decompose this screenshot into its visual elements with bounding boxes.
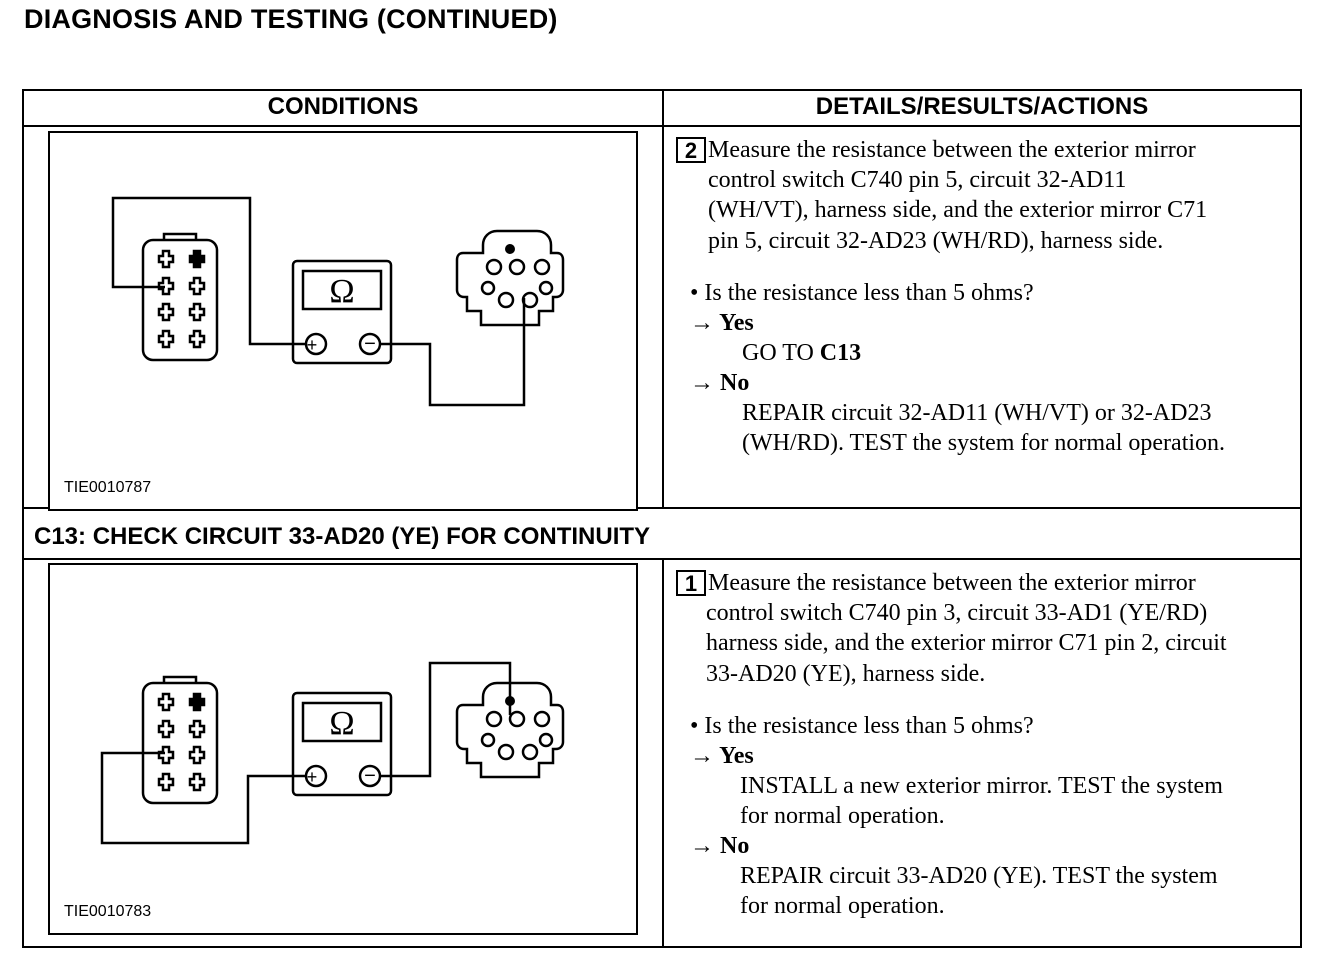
instruction-line: 33-AD20 (YE), harness side.	[706, 660, 986, 687]
no-action	[742, 398, 1225, 459]
switch-connector	[143, 683, 217, 803]
negative-sign: −	[364, 333, 376, 355]
instruction-line: control switch C740 pin 5, circuit 32-AD11	[708, 167, 1127, 193]
test-setup-diagram-1	[50, 133, 636, 509]
no-action-line: REPAIR circuit 33-AD20 (YE). TEST the system	[740, 863, 1218, 889]
procedure-table	[22, 89, 1302, 948]
positive-sign: +	[306, 335, 318, 355]
wiring-figure-1	[48, 131, 638, 511]
no-label: → No	[690, 370, 750, 396]
details-step-1	[674, 135, 1294, 505]
test-setup-diagram-2	[50, 565, 636, 933]
yes-action	[742, 338, 861, 368]
ohm-symbol: Ω	[329, 273, 355, 310]
no-action	[740, 861, 1218, 922]
yes-action	[740, 771, 1223, 832]
step-instruction-cont	[706, 598, 1227, 689]
switch-connector	[143, 240, 217, 360]
figure-code-2: TIE0010783	[64, 903, 152, 920]
section-title: C13: CHECK CIRCUIT 33-AD20 (YE) FOR CONTINUITY	[34, 523, 651, 550]
no-action-line: (WH/RD). TEST the system for normal operation.	[742, 430, 1226, 457]
instruction-line: pin 5, circuit 32-AD23 (WH/RD), harness side.	[708, 227, 1164, 254]
lead-wire-negative	[380, 298, 524, 405]
no-label: → No	[690, 833, 750, 859]
instruction-line: Measure the resistance between the exterior mirror	[708, 137, 1196, 163]
conditions-column-header: CONDITIONS	[267, 93, 419, 120]
step-instruction	[708, 568, 1196, 598]
step-number-badge: 1	[676, 570, 706, 596]
switch-pin-filled	[190, 694, 204, 710]
details-step-2	[674, 568, 1294, 938]
ohm-symbol: Ω	[329, 705, 355, 742]
mirror-connector-key	[505, 244, 515, 254]
page-title: DIAGNOSIS AND TESTING (CONTINUED)	[24, 4, 558, 34]
details-column-header: DETAILS/RESULTS/ACTIONS	[815, 93, 1149, 120]
no-action-line: REPAIR circuit 32-AD11 (WH/VT) or 32-AD23	[742, 400, 1212, 426]
yes-action-text: GO TO	[742, 340, 820, 366]
negative-sign: −	[364, 765, 376, 787]
wiring-figure-2	[48, 563, 638, 935]
question: • Is the resistance less than 5 ohms?	[690, 280, 1034, 306]
lead-wire-negative	[380, 663, 510, 776]
instruction-line: control switch C740 pin 3, circuit 33-AD1 (YE/RD)	[706, 600, 1208, 626]
positive-sign: +	[306, 767, 318, 787]
switch-pin-filled	[190, 251, 204, 267]
yes-label: → Yes	[690, 743, 754, 769]
yes-action-line: INSTALL a new exterior mirror. TEST the system	[740, 773, 1223, 799]
no-action-line: for normal operation.	[740, 893, 945, 920]
instruction-line: harness side, and the exterior mirror C71 pin 2, circuit	[706, 630, 1227, 657]
question: • Is the resistance less than 5 ohms?	[690, 713, 1034, 739]
mirror-connector-key	[505, 696, 515, 706]
step-instruction-cont	[708, 165, 1207, 256]
instruction-line: (WH/VT), harness side, and the exterior mirror C71	[708, 197, 1208, 224]
lead-wire-positive	[102, 753, 306, 843]
instruction-line: Measure the resistance between the exterior mirror	[708, 570, 1196, 596]
step-instruction	[708, 135, 1196, 165]
figure-code-1: TIE0010787	[64, 479, 152, 496]
yes-action-line: for normal operation.	[740, 803, 945, 830]
goto-link[interactable]: C13	[819, 340, 862, 366]
column-divider-top	[662, 91, 664, 509]
yes-label: → Yes	[690, 310, 754, 336]
step-number-badge: 2	[676, 137, 706, 163]
column-divider-bottom	[662, 558, 664, 948]
